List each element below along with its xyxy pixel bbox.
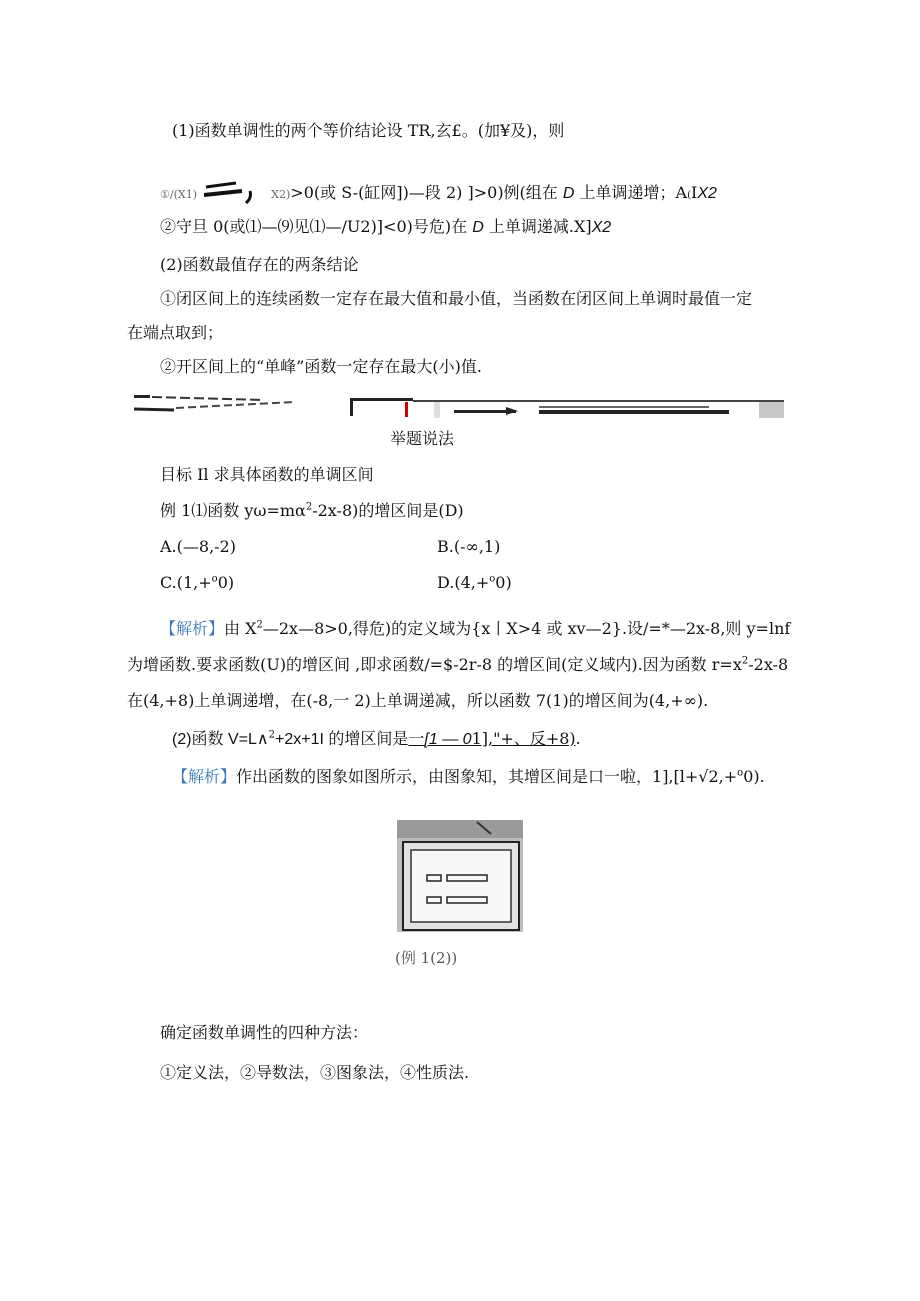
p2-X2: X2 xyxy=(697,185,717,202)
optd-o: o xyxy=(489,573,496,585)
p2-D: D xyxy=(562,185,575,202)
option-b: B.(-∞,1) xyxy=(437,537,501,556)
section-title: 举题说法 xyxy=(390,429,455,448)
ex2-answer-2: [1 — 0 xyxy=(424,731,472,748)
option-c xyxy=(160,572,234,594)
paragraph-5a: ①闭区间上的连续函数一定存在最大值和最小值，当函数在闭区间上单调时最值一定 xyxy=(160,289,753,308)
methods-list: ①定义法，②导数法，③图象法，④性质法. xyxy=(160,1063,470,1082)
scrawl-1: ①/(X1) xyxy=(160,188,197,201)
paragraph-2 xyxy=(160,178,717,207)
ex1-pre: 例 1⑴函数 yω=mα xyxy=(160,501,306,520)
p3-tail: 上单调递减.X] xyxy=(483,217,592,236)
optc-end: 0) xyxy=(217,573,235,592)
sol1-sup: 2 xyxy=(256,619,263,631)
optd-end: 0) xyxy=(495,573,512,592)
figure-caption: (例 1(2)) xyxy=(395,949,458,967)
solution-tag-2: 【解析】 xyxy=(172,767,237,786)
p2-end: I xyxy=(691,183,698,202)
solution-tag: 【解析】 xyxy=(160,619,225,638)
paragraph-1: (1)函数单调性的两个等价结论设 TR,玄£。(加¥及)，则 xyxy=(172,121,565,140)
solution-1-line-3: 在(4,+8)上单调递增，在(-8,一 2)上单调递减，所以函数 7(1)的增区间为(4,+∞). xyxy=(127,691,709,710)
option-a: A.(—8,-2) xyxy=(160,537,236,556)
methods-title: 确定函数单调性的四种方法： xyxy=(160,1023,369,1042)
p3-main: ②守旦 0(或⑴—⑼见⑴—/U2)]<0)号危)在 xyxy=(160,217,473,236)
solution-2 xyxy=(172,766,765,788)
ex2-answer-3: 1],"+、反+8) xyxy=(471,729,576,748)
handwritten-mark-icon xyxy=(202,178,266,204)
ex2-end: . xyxy=(575,729,581,748)
optd-text: D.(4,+ xyxy=(437,573,490,592)
ex2-sup: 2 xyxy=(268,729,276,741)
ex1-sup: 2 xyxy=(305,501,313,513)
ex1-post: -2x-8)的增区间是(D) xyxy=(312,501,464,520)
scrawl-2: X2) xyxy=(271,188,291,201)
paragraph-4: (2)函数最值存在的两条结论 xyxy=(160,255,359,274)
paragraph-6: ②开区间上的“单峰”函数一定存在最大(小)值. xyxy=(160,357,482,376)
section-divider-bar xyxy=(134,390,784,420)
sol2-sup: 2 xyxy=(741,655,749,667)
sol1-a: 由 X xyxy=(224,619,257,638)
sol4-text: 作出函数的图象如图所示，由图象知，其增区间是口一啦，1],[l+√2,+ xyxy=(236,767,738,786)
solution-1-line-1 xyxy=(160,618,790,640)
example-2-question xyxy=(172,728,581,751)
option-d xyxy=(437,572,512,594)
optc-text: C.(1,+ xyxy=(160,573,212,592)
p2-tail: 上单调递增；A xyxy=(574,183,688,202)
sol4-end: 0). xyxy=(743,767,765,786)
sol2-text: 为增函数.要求函数(U)的增区间 ,即求函数/=$-2r-8 的增区间(定义域内).因为函数 r=x xyxy=(127,655,742,674)
ex2-pre: (2)函数 V=L∧ xyxy=(172,731,269,748)
ex2-answer-1: 一 xyxy=(408,729,425,748)
ex2-mid: +2x+1I 的增区间是 xyxy=(275,731,409,748)
target-heading: 目标 Il 求具体函数的单调区间 xyxy=(160,465,374,484)
sol1-b: —2x—8>0,得危)的定义域为{x丨X>4 或 xv—2}.设/=*—2x-8,则 y=lnf xyxy=(262,619,791,638)
p3-X2: X2 xyxy=(591,219,612,236)
p2-sub: ( xyxy=(687,190,692,201)
solution-1-line-2 xyxy=(127,654,788,676)
sol2-end: -2x-8 xyxy=(748,655,789,674)
sol4-o: o xyxy=(737,767,744,779)
example-1-question xyxy=(160,500,464,522)
paragraph-5b: 在端点取到； xyxy=(127,323,224,342)
function-graph-figure xyxy=(397,820,523,932)
p2-main: >0(或 S-(缸网])—段 2) ]>0)例(组在 xyxy=(290,183,563,202)
optc-o: o xyxy=(211,573,218,585)
paragraph-3 xyxy=(160,216,611,239)
p3-D: D xyxy=(472,219,484,236)
